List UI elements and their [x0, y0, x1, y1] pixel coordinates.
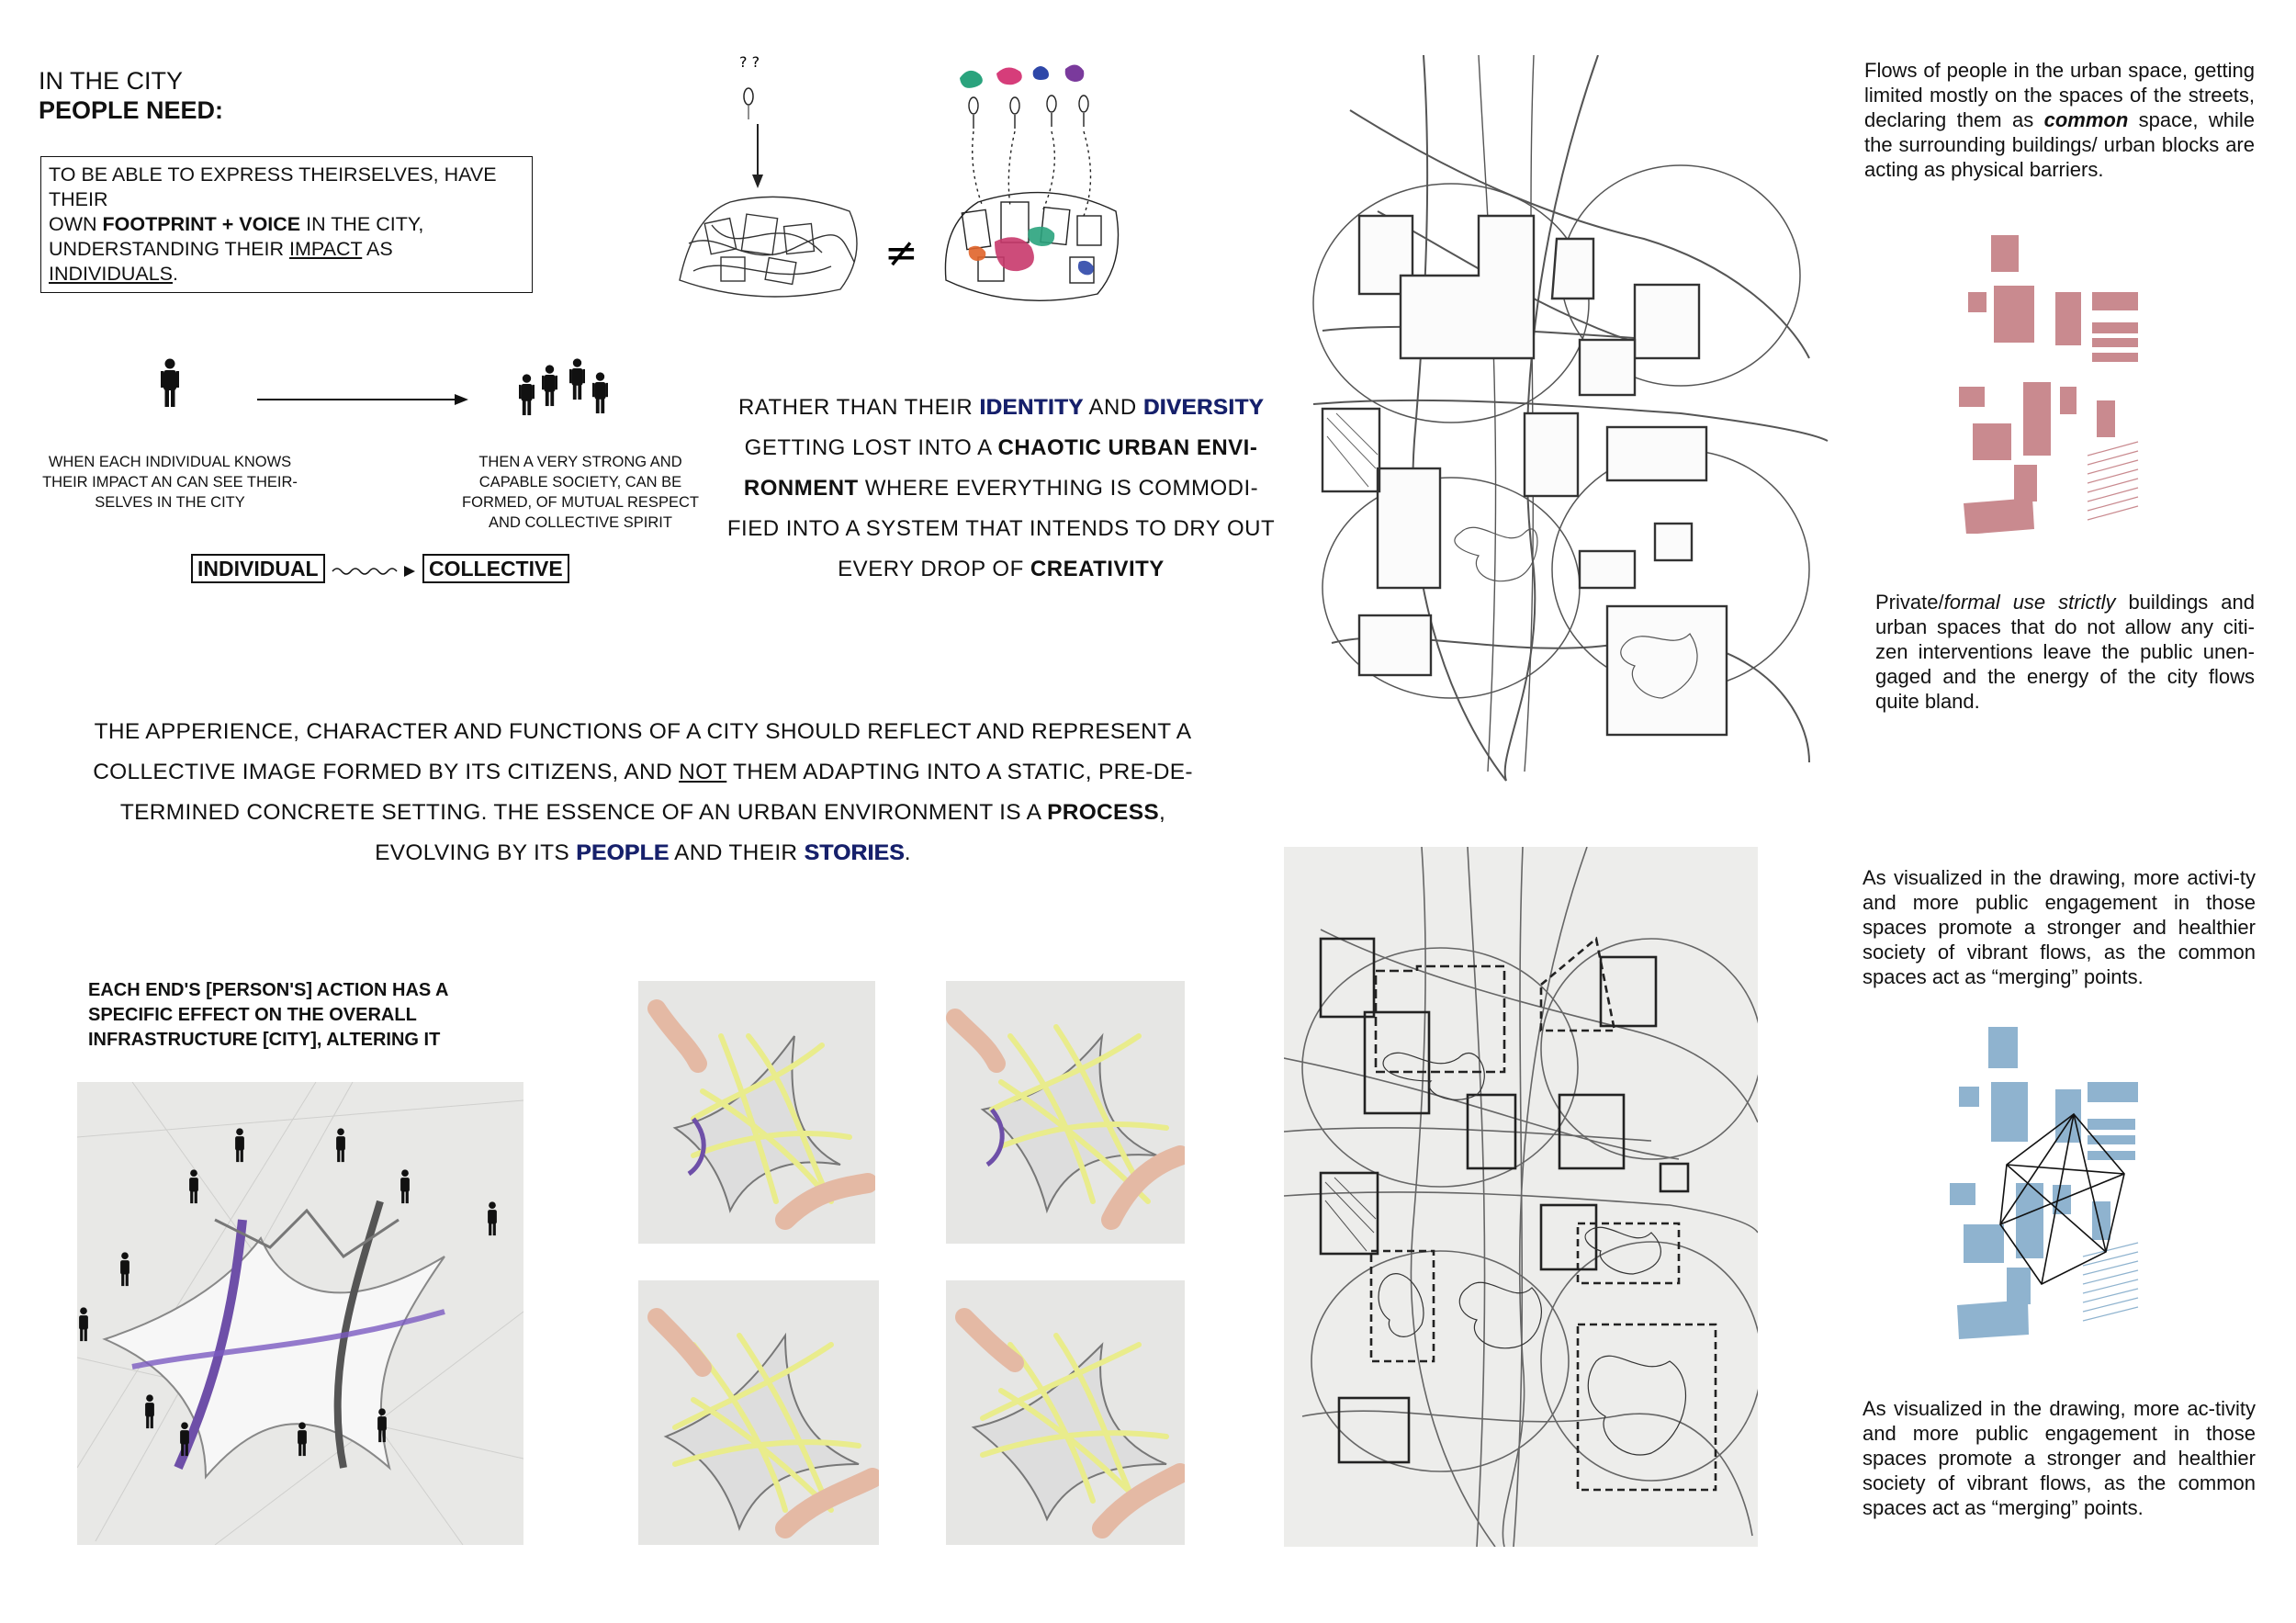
pink-blocks-diagram	[1959, 235, 2152, 534]
person-icon	[569, 358, 585, 400]
page-heading	[39, 66, 223, 125]
person-icon	[519, 374, 535, 415]
urban-sketch-top	[1295, 55, 1837, 799]
svg-text:? ?: ? ?	[739, 53, 760, 71]
visualized-paragraph-2: As visualized in the drawing, more ac-tivity and more public engagement in those spaces promote a stronger and healthier society of vibrant flows, as the common spaces act as “merging” points.	[1863, 1397, 2256, 1519]
flows-paragraph: Flows of people in the urban space, getting limited mostly on the spaces of the streets, declaring them as common space, while the surrounding buildings/ urban blocks are acting as physical barriers.	[1864, 59, 2255, 181]
heading-line1: IN THE CITY	[39, 67, 184, 95]
each-end-caption: EACH END'S [PERSON'S] ACTION HAS A SPECIFIC EFFECT ON THE OVERALL INFRASTRUCTURE [CITY], ALTERING IT	[88, 980, 448, 1050]
person-icon	[542, 365, 557, 406]
private-paragraph: Private/formal use strictly buildings and urban spaces that do not allow any citi-zen interventions leave the public unen-gaged and the energy of the city flows quite bland.	[1875, 591, 2255, 713]
person-icon	[592, 372, 608, 413]
heading-line2: PEOPLE NEED:	[39, 96, 224, 124]
identity-paragraph: RATHER THAN THEIR IDENTITY AND DIVERSITY GETTING LOST INTO A CHAOTIC URBAN ENVI- RONMENT WHERE EVERYTHING IS COMMODI- FIED INTO A SYSTEM THAT INTENDS TO DRY OUT EVERY DROP OF CREATIVITY	[726, 395, 1276, 581]
visualized-paragraph-1: As visualized in the drawing, more activi-ty and more public engagement in those spaces promote a stronger and healthier society of vibrant flows, as the common spaces act as “merging” points.	[1863, 866, 2256, 988]
model-photo-2	[946, 981, 1185, 1244]
society-caption: THEN A VERY STRONG AND CAPABLE SOCIETY, CAN BE FORMED, OF MUTUAL RESPECT AND COLLECTIVE SPIRIT	[462, 454, 699, 531]
model-photo-3	[638, 1280, 879, 1545]
people-need-box: TO BE ABLE TO EXPRESS THEIRSELVES, HAVE THEIR OWN FOOTPRINT + VOICE IN THE CITY, UNDERSTANDING THEIR IMPACT AS INDIVIDUALS.	[40, 156, 533, 293]
individual-caption: WHEN EACH INDIVIDUAL KNOWS THEIR IMPACT AN CAN SEE THEIR-SELVES IN THE CITY	[42, 454, 298, 511]
essence-paragraph: THE APPERIENCE, CHARACTER AND FUNCTIONS OF A CITY SHOULD REFLECT AND REPRESENT A COLLECTIVE IMAGE FORMED BY ITS CITIZENS, AND NOT THEM ADAPTING INTO A STATIC, PRE-DE- TERMINED CONCRETE SETTING. THE ESSENCE OF AN URBAN ENVIRONMENT IS A PROCESS, EVOLVING BY ITS PEOPLE AND THEIR STORIES.	[93, 719, 1193, 865]
model-photo-large	[77, 1082, 523, 1545]
blue-blocks-diagram	[1950, 1027, 2152, 1339]
model-photo-4	[946, 1280, 1185, 1545]
collective-label: COLLECTIVE	[422, 557, 569, 581]
svg-text:≠: ≠	[884, 230, 918, 276]
colorful-people-sketch	[945, 64, 1118, 300]
arrow-head	[455, 394, 468, 405]
urban-sketch-bottom	[1284, 847, 1758, 1547]
individual-to-society-diagram	[147, 354, 661, 427]
model-photo-1	[638, 981, 875, 1244]
person-icon	[161, 359, 179, 408]
chaos-vs-identity-sketch	[666, 41, 1162, 317]
individual-label: INDIVIDUAL	[191, 557, 325, 581]
squiggle-arrow	[331, 562, 419, 580]
